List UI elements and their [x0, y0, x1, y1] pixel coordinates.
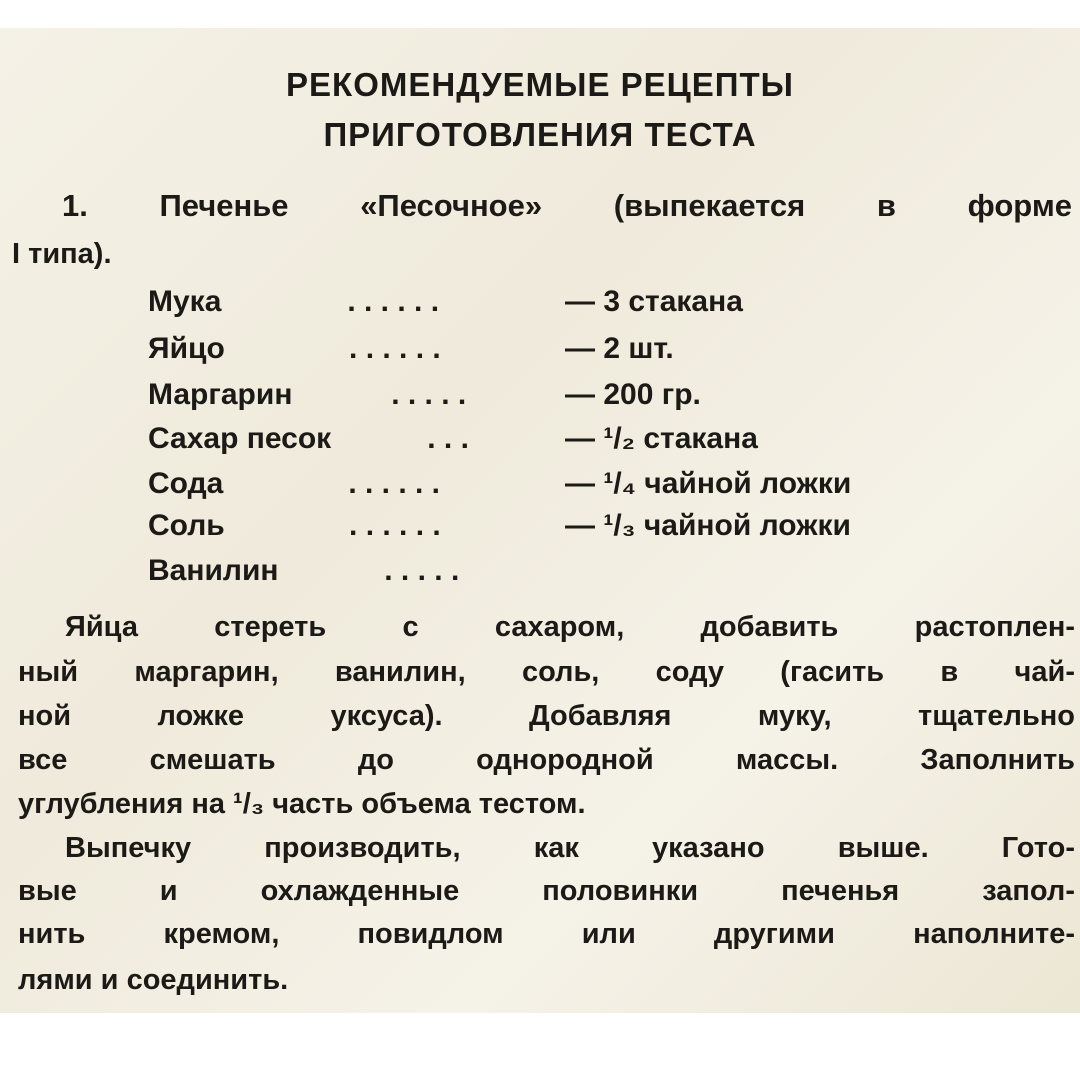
ingredient-name: Ванилин [148, 554, 279, 587]
leader-dots: . . . [427, 422, 469, 455]
ingredient-row [148, 287, 1048, 317]
ingredient-quantity: — ¹/₂ стакана [565, 422, 758, 455]
ingredient-name: Соль [148, 509, 225, 542]
ingredient-row [148, 424, 1048, 454]
paragraph-line: ной ложке уксуса). Добавляя муку, тщательно [18, 700, 1075, 732]
ingredient-quantity: — 200 гр. [565, 378, 701, 411]
ingredient-row [148, 380, 1048, 410]
ingredient-quantity: — 2 шт. [565, 332, 674, 365]
ingredient-quantity: — ¹/₄ чайной ложки [565, 467, 852, 500]
ingredient-row [148, 469, 1048, 499]
paragraph-line: Яйца стереть с сахаром, добавить растоплен- [65, 611, 1075, 643]
ingredient-row [148, 511, 1048, 541]
paragraph-line: нить кремом, повидлом или другими наполните- [18, 918, 1075, 950]
ingredient-name: Яйцо [148, 332, 225, 365]
recipe-heading-line-2: I типа). [12, 238, 112, 270]
leader-dots: . . . . . . [348, 467, 440, 500]
paragraph-line: углубления на ¹/₃ часть объема тестом. [18, 788, 586, 820]
leader-dots: . . . . . [391, 378, 467, 411]
ingredient-name: Мука [148, 285, 222, 318]
ingredient-name: Сахар песок [148, 422, 332, 455]
title-line-2: ПРИГОТОВЛЕНИЯ ТЕСТА [323, 116, 757, 153]
leader-dots: . . . . . . [347, 285, 440, 318]
ingredient-name: Сода [148, 467, 224, 500]
paragraph-line: все смешать до однородной массы. Заполнить [18, 744, 1075, 776]
recipe-heading-line-1: 1. Печенье «Песочное» (выпекается в форме [62, 188, 1072, 223]
paragraph-line: лями и соединить. [18, 964, 289, 996]
title-line-1: РЕКОМЕНДУЕМЫЕ РЕЦЕПТЫ [286, 66, 794, 103]
leader-dots: . . . . . . [349, 332, 441, 365]
ingredient-quantity: — 3 стакана [565, 285, 743, 318]
ingredient-row [148, 334, 1048, 364]
leader-dots: . . . . . . [349, 509, 441, 542]
leader-dots: . . . . . [384, 554, 460, 587]
paragraph-line: ный маргарин, ванилин, соль, соду (гасить в чай- [18, 656, 1075, 688]
ingredient-row [148, 556, 1048, 586]
ingredient-name: Маргарин [148, 378, 293, 411]
paragraph-line: Выпечку производить, как указано выше. Гото- [65, 832, 1075, 864]
ingredient-quantity: — ¹/₃ чайной ложки [565, 509, 851, 542]
paragraph-line: вые и охлажденные половинки печенья запол- [18, 875, 1075, 907]
